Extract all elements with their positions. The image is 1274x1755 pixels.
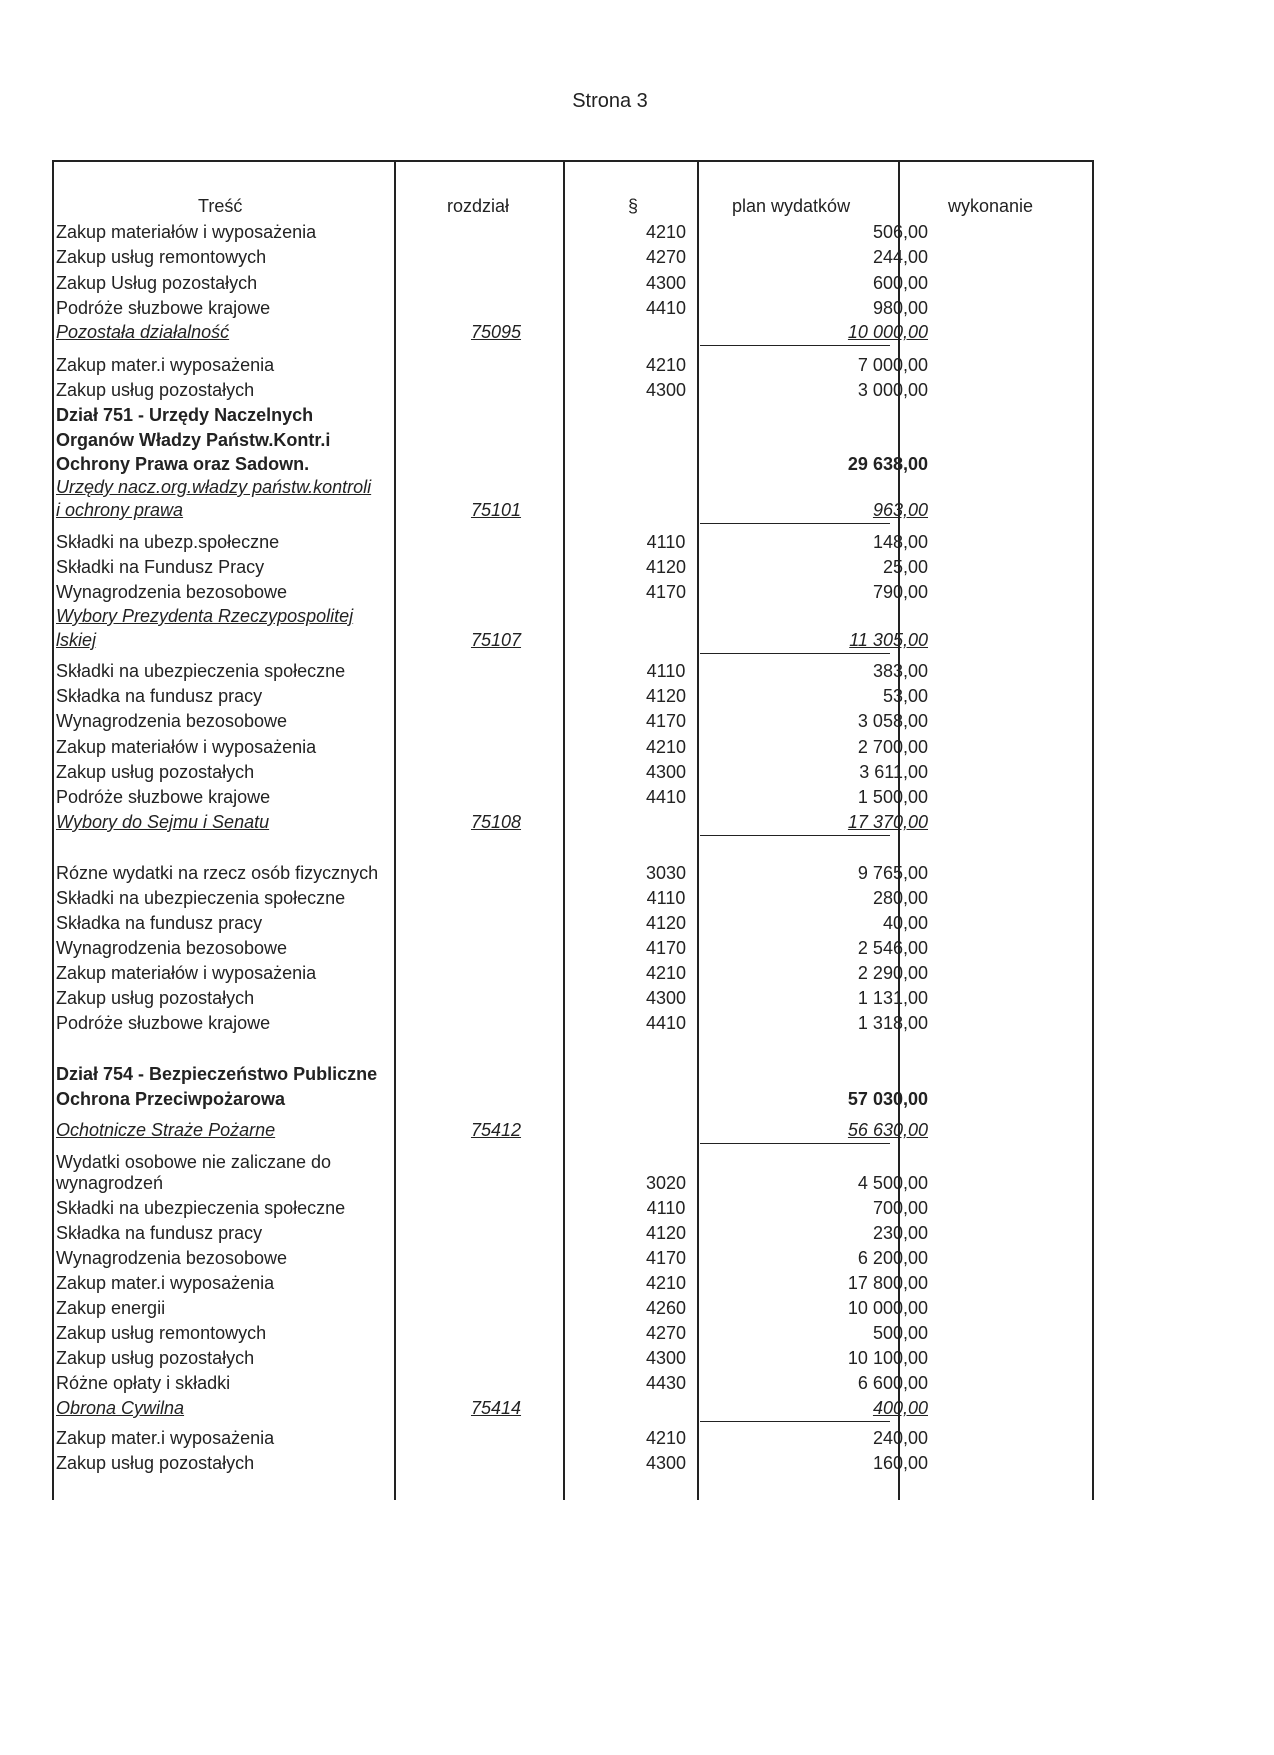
row-paragraf: 4300: [645, 1348, 687, 1368]
table-row: [56, 296, 1096, 320]
row-paragraf: 4210: [645, 1273, 687, 1293]
table-row: [56, 1221, 1096, 1245]
table-row: [56, 986, 1096, 1010]
table-row: [56, 220, 1096, 244]
table-row: [56, 1296, 1096, 1320]
table-row: [56, 1426, 1096, 1450]
row-plan-value: 1 318,00: [857, 1013, 928, 1033]
table-row: [56, 735, 1096, 759]
row-description: Wynagrodzenia bezosobowe: [56, 938, 287, 958]
row-paragraf: 4210: [645, 963, 687, 983]
row-paragraf: 4170: [645, 1248, 687, 1268]
subtotal-row: [56, 498, 1096, 522]
row-paragraf: 4210: [645, 222, 687, 242]
row-plan-value: 11 305,00: [849, 630, 928, 650]
row-paragraf: 4110: [646, 532, 686, 552]
header-paragraf: §: [628, 196, 639, 216]
row-description: wynagrodzeń: [56, 1173, 164, 1193]
row-paragraf: 4260: [645, 1298, 687, 1318]
table-row: [56, 785, 1096, 809]
table-row: [56, 961, 1096, 985]
section-heading-row: [56, 428, 1096, 452]
row-plan-value: 506,00: [872, 222, 928, 242]
table-row: [56, 659, 1096, 683]
row-description: Dział 751 - Urzędy Naczelnych: [56, 405, 314, 425]
header-wykonanie: wykonanie: [948, 196, 1034, 216]
table-row: [56, 886, 1096, 910]
subtotal-underline: [700, 345, 890, 346]
table-row: [56, 378, 1096, 402]
table-row: [56, 911, 1096, 935]
row-plan-value: 10 000,00: [847, 1298, 928, 1318]
row-paragraf: 4210: [645, 1428, 687, 1448]
row-rozdzial: 75412: [470, 1120, 522, 1140]
row-description: Zakup usług pozostałych: [56, 380, 255, 400]
row-plan-value: 10 100,00: [847, 1348, 928, 1368]
row-description: Zakup mater.i wyposażenia: [56, 1428, 275, 1448]
subtotal-underline: [700, 1421, 890, 1422]
row-plan-value: 10 000,00: [847, 322, 928, 342]
row-paragraf: 3030: [645, 863, 687, 883]
row-plan-value: 4 500,00: [857, 1173, 928, 1193]
row-description: Ochrona Przeciwpożarowa: [56, 1089, 286, 1109]
table-row: [56, 1451, 1096, 1475]
row-rozdzial: 75414: [470, 1398, 522, 1418]
row-plan-value: 600,00: [872, 273, 928, 293]
table-row: [56, 353, 1096, 377]
row-plan-value: 240,00: [872, 1428, 928, 1448]
row-paragraf: 4210: [645, 355, 687, 375]
section-heading-row: [56, 1062, 1096, 1086]
row-paragraf: 4300: [645, 380, 687, 400]
row-description: Składka na fundusz pracy: [56, 1223, 263, 1243]
row-plan-value: 963,00: [872, 500, 928, 520]
row-description: Podróże słuzbowe krajowe: [56, 298, 271, 318]
row-description: Urzędy nacz.org.władzy państw.kontroli: [56, 477, 372, 497]
row-plan-value: 3 058,00: [857, 711, 928, 731]
table-row: [56, 861, 1096, 885]
row-description: Składki na ubezp.społeczne: [56, 532, 280, 552]
row-paragraf: 4300: [645, 762, 687, 782]
row-plan-value: 17 370,00: [847, 812, 928, 832]
subtotal-row: [56, 320, 1096, 344]
row-plan-value: 40,00: [882, 913, 928, 933]
row-plan-value: 160,00: [872, 1453, 928, 1473]
row-description: Ochrony Prawa oraz Sadown.: [56, 454, 310, 474]
table-row: [56, 245, 1096, 269]
row-plan-value: 9 765,00: [857, 863, 928, 883]
row-description: Składki na ubezpieczenia społeczne: [56, 888, 346, 908]
row-plan-value: 53,00: [882, 686, 928, 706]
table-row: [56, 271, 1096, 295]
row-plan-value: 57 030,00: [847, 1089, 928, 1109]
row-plan-value: 6 200,00: [857, 1248, 928, 1268]
table-row: [56, 1371, 1096, 1395]
subtotal-underline: [700, 653, 890, 654]
table-row: [56, 684, 1096, 708]
row-paragraf: 4110: [646, 888, 686, 908]
table-row: [56, 1246, 1096, 1270]
table-row: [56, 936, 1096, 960]
row-description: Składka na fundusz pracy: [56, 913, 263, 933]
table-row: [56, 1196, 1096, 1220]
row-paragraf: 3020: [645, 1173, 687, 1193]
row-plan-value: 980,00: [872, 298, 928, 318]
row-paragraf: 4410: [645, 298, 687, 318]
subtotal-row: [56, 475, 1096, 499]
table-row: [56, 555, 1096, 579]
table-row: [56, 1011, 1096, 1035]
section-heading-row: [56, 403, 1096, 427]
row-plan-value: 29 638,00: [847, 454, 928, 474]
row-plan-value: 280,00: [872, 888, 928, 908]
row-paragraf: 4300: [645, 988, 687, 1008]
table-row: [56, 709, 1096, 733]
row-paragraf: 4410: [645, 1013, 687, 1033]
header-tresc: Treść: [198, 196, 243, 216]
row-plan-value: 1 500,00: [857, 787, 928, 807]
row-paragraf: 4270: [645, 1323, 687, 1343]
row-rozdzial: 75107: [470, 630, 522, 650]
row-plan-value: 1 131,00: [857, 988, 928, 1008]
table-row: [56, 580, 1096, 604]
row-plan-value: 2 290,00: [857, 963, 928, 983]
header-plan: plan wydatków: [732, 196, 851, 216]
row-plan-value: 3 611,00: [859, 762, 928, 782]
subtotal-row: [56, 1118, 1096, 1142]
row-description: Zakup usług remontowych: [56, 247, 267, 267]
row-description: Obrona Cywilna: [56, 1398, 185, 1418]
row-description: Zakup materiałów i wyposażenia: [56, 963, 317, 983]
row-plan-value: 3 000,00: [857, 380, 928, 400]
row-paragraf: 4410: [645, 787, 687, 807]
row-description: Wynagrodzenia bezosobowe: [56, 711, 287, 731]
row-description: Podróże słuzbowe krajowe: [56, 787, 271, 807]
row-description: Zakup energii: [56, 1298, 166, 1318]
row-paragraf: 4120: [645, 913, 687, 933]
row-description: Zakup materiałów i wyposażenia: [56, 737, 317, 757]
row-rozdzial: 75101: [470, 500, 522, 520]
row-plan-value: 700,00: [872, 1198, 928, 1218]
row-plan-value: 148,00: [872, 532, 928, 552]
section-heading-row: [56, 1087, 1096, 1111]
row-description: Wybory Prezydenta Rzeczypospolitej: [56, 606, 354, 626]
row-paragraf: 4120: [645, 1223, 687, 1243]
row-description: Wybory do Sejmu i Senatu: [56, 812, 270, 832]
row-paragraf: 4170: [645, 582, 687, 602]
row-description: Podróże słuzbowe krajowe: [56, 1013, 271, 1033]
row-plan-value: 2 700,00: [857, 737, 928, 757]
row-paragraf: 4300: [645, 273, 687, 293]
row-description: Zakup Usług pozostałych: [56, 273, 258, 293]
table-row: [56, 760, 1096, 784]
row-plan-value: 230,00: [872, 1223, 928, 1243]
row-rozdzial: 75108: [470, 812, 522, 832]
subtotal-underline: [700, 1143, 890, 1144]
row-paragraf: 4270: [645, 247, 687, 267]
row-description: Zakup usług remontowych: [56, 1323, 267, 1343]
row-plan-value: 500,00: [872, 1323, 928, 1343]
row-description: Wynagrodzenia bezosobowe: [56, 582, 287, 602]
table-row: [56, 530, 1096, 554]
row-description: Wydatki osobowe nie zaliczane do: [56, 1152, 331, 1172]
row-plan-value: 56 630,00: [847, 1120, 928, 1140]
row-description: Składki na ubezpieczenia społeczne: [56, 661, 346, 681]
row-description: Zakup mater.i wyposażenia: [56, 1273, 275, 1293]
row-plan-value: 25,00: [882, 557, 928, 577]
row-plan-value: 790,00: [872, 582, 928, 602]
row-description: lskiej: [56, 630, 97, 650]
table-row: [56, 1346, 1096, 1370]
row-description: Zakup usług pozostałych: [56, 988, 255, 1008]
table-row: [56, 1321, 1096, 1345]
row-plan-value: 400,00: [872, 1398, 928, 1418]
row-paragraf: 4170: [645, 938, 687, 958]
row-rozdzial: 75095: [470, 322, 522, 342]
row-description: Wynagrodzenia bezosobowe: [56, 1248, 287, 1268]
row-description: Zakup mater.i wyposażenia: [56, 355, 275, 375]
row-description: i ochrony prawa: [56, 500, 184, 520]
row-description: Składki na Fundusz Pracy: [56, 557, 265, 577]
row-paragraf: 4210: [645, 737, 687, 757]
row-description: Składka na fundusz pracy: [56, 686, 263, 706]
subtotal-underline: [700, 835, 890, 836]
row-description: Zakup usług pozostałych: [56, 1348, 255, 1368]
table-row: [56, 1171, 1096, 1195]
row-description: Zakup usług pozostałych: [56, 762, 255, 782]
row-description: Pozostała działalność: [56, 322, 230, 342]
row-paragraf: 4120: [645, 686, 687, 706]
row-description: Składki na ubezpieczenia społeczne: [56, 1198, 346, 1218]
page-title: Strona 3: [572, 90, 648, 112]
subtotal-underline: [700, 523, 890, 524]
row-description: Zakup usług pozostałych: [56, 1453, 255, 1473]
row-plan-value: 17 800,00: [847, 1273, 928, 1293]
row-plan-value: 383,00: [872, 661, 928, 681]
row-plan-value: 2 546,00: [857, 938, 928, 958]
row-plan-value: 6 600,00: [857, 1373, 928, 1393]
row-paragraf: 4430: [645, 1373, 687, 1393]
row-paragraf: 4120: [645, 557, 687, 577]
row-description: Dział 754 - Bezpieczeństwo Publiczne: [56, 1064, 378, 1084]
row-description: Różne opłaty i składki: [56, 1373, 231, 1393]
row-paragraf: 4110: [646, 661, 686, 681]
header-rozdzial: rozdział: [447, 196, 510, 216]
row-description: Ochotnicze Straże Pożarne: [56, 1120, 276, 1140]
subtotal-row: [56, 604, 1096, 628]
row-plan-value: 7 000,00: [857, 355, 928, 375]
row-paragraf: 4170: [645, 711, 687, 731]
row-description: Rózne wydatki na rzecz osób fizycznych: [56, 863, 379, 883]
section-heading-row: [56, 452, 1096, 476]
row-description: Zakup materiałów i wyposażenia: [56, 222, 317, 242]
subtotal-row: [56, 628, 1096, 652]
row-paragraf: 4300: [645, 1453, 687, 1473]
subtotal-row: [56, 1396, 1096, 1420]
row-description: Organów Władzy Państw.Kontr.i: [56, 430, 331, 450]
row-paragraf: 4110: [646, 1198, 686, 1218]
row-plan-value: 244,00: [872, 247, 928, 267]
subtotal-row: [56, 810, 1096, 834]
table-row: [56, 1271, 1096, 1295]
